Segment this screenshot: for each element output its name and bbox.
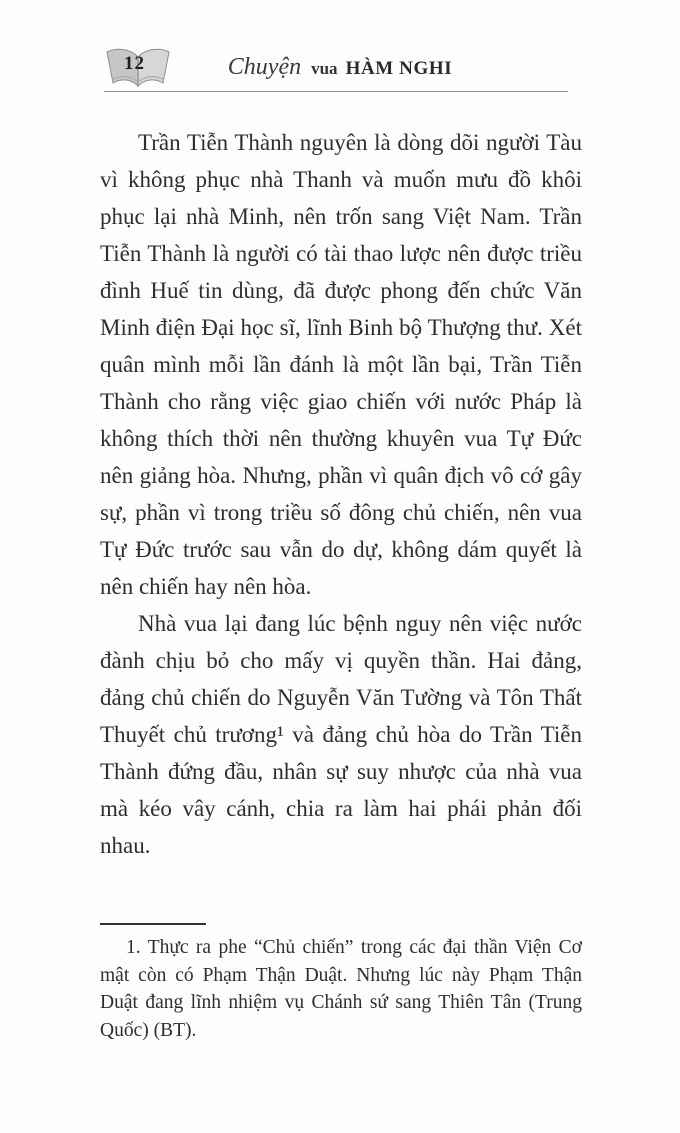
- footnote-rule: [100, 923, 206, 925]
- running-title-script: Chuyện: [227, 54, 302, 80]
- header-rule: [104, 91, 568, 92]
- paragraph-1: Trần Tiễn Thành nguyên là dòng dõi người Tàu vì không phục nhà Thanh và muốn mưu đồ khôi phục lại nhà Minh, nên trốn sang Việt Nam. Trần Tiễn Thành là người có tài thao lược nên được triều đình Huế tin dùng, đã được phong đến chức Văn Minh điện Đại học sĩ, lĩnh Binh bộ Thượng thư. Xét quân mình mỗi lần đánh là một lần bại, Trần Tiễn Thành cho rằng việc giao chiến với nước Pháp là không thích thời nên thường khuyên vua Tự Đức nên giảng hòa. Nhưng, phần vì quân địch vô cớ gây sự, phần vì trong triều số đông chủ chiến, nên vua Tự Đức trước sau vẫn do dự, không dám quyết là nên chiến hay nên hòa.: [100, 130, 582, 599]
- running-title-word: vua: [311, 59, 338, 78]
- running-title: [100, 54, 580, 81]
- paragraph-2: Nhà vua lại đang lúc bệnh nguy nên việc nước đành chịu bỏ cho mấy vị quyền thần. Hai đảng, đảng chủ chiến do Nguyễn Văn Tường và Tôn Thất Thuyết chủ trương¹ và đảng chủ hòa do Trần Tiễn Thành đứng đầu, nhân sự suy nhược của nhà vua mà kéo vây cánh, chia ra làm hai phái phản đối nhau.: [100, 611, 582, 858]
- running-title-caps: HÀM NGHI: [345, 58, 453, 79]
- body-text: [100, 124, 582, 864]
- footnote-text: 1. Thực ra phe “Chủ chiến” trong các đại thần Viện Cơ mật còn có Phạm Thận Duật. Nhưng lúc này Phạm Thận Duật đang lĩnh nhiệm vụ Chánh sứ sang Thiên Tân (Trung Quốc) (BT).: [100, 937, 582, 1041]
- page-number: 12: [124, 53, 145, 74]
